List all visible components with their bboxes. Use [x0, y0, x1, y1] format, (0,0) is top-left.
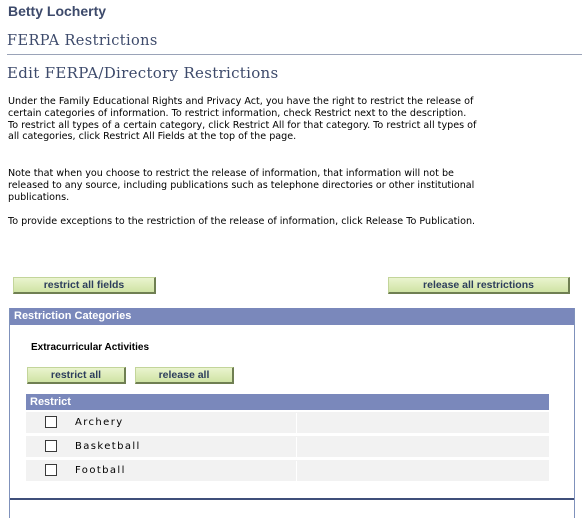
panel-header: Restriction Categories	[10, 308, 574, 325]
release-all-restrictions-button[interactable]: release all restrictions	[388, 277, 570, 294]
category-title: Extracurricular Activities	[31, 342, 150, 353]
restrict-cell	[26, 436, 66, 458]
note-paragraph: Note that when you choose to restrict the release of information, that information will not be released to any source, including publications such as telephone directories or other institutional publications.	[8, 168, 475, 203]
restriction-categories-panel	[9, 308, 575, 518]
page-title: FERPA Restrictions	[7, 33, 158, 49]
restriction-label: Basketball	[75, 441, 141, 452]
restrict-all-button[interactable]: restrict all	[27, 367, 126, 384]
restriction-row-basketball	[26, 436, 549, 458]
release-all-button[interactable]: release all	[135, 367, 234, 384]
page-subtitle: Edit FERPA/Directory Restrictions	[7, 64, 279, 82]
exceptions-paragraph: To provide exceptions to the restriction of the release of information, click Release To Publication.	[8, 216, 476, 227]
restrict-archery-checkbox[interactable]	[45, 416, 57, 428]
restrict-grid-header: Restrict	[26, 394, 549, 410]
column-divider	[296, 413, 297, 433]
restrict-basketball-checkbox[interactable]	[45, 440, 57, 452]
restriction-label: Football	[75, 465, 126, 476]
restrict-cell	[26, 460, 66, 482]
restrict-all-fields-button[interactable]: restrict all fields	[13, 277, 156, 294]
user-name: Betty Locherty	[8, 3, 107, 19]
restriction-row-football	[26, 460, 549, 482]
title-divider	[7, 54, 582, 55]
panel-bottom-divider	[10, 498, 574, 500]
column-divider	[296, 437, 297, 457]
restriction-label: Archery	[75, 417, 124, 428]
restrict-cell	[26, 412, 66, 434]
intro-paragraph: Under the Family Educational Rights and Privacy Act, you have the right to restrict the release of certain categories of information. To restrict information, check Restrict next to the description. To restrict all types of a certain category, click Restrict All for that category. To restrict all types of all categories, click Restrict All Fields at the top of the page.	[8, 96, 477, 143]
restriction-row-archery	[26, 412, 549, 434]
column-divider	[296, 461, 297, 481]
restrict-football-checkbox[interactable]	[45, 464, 57, 476]
